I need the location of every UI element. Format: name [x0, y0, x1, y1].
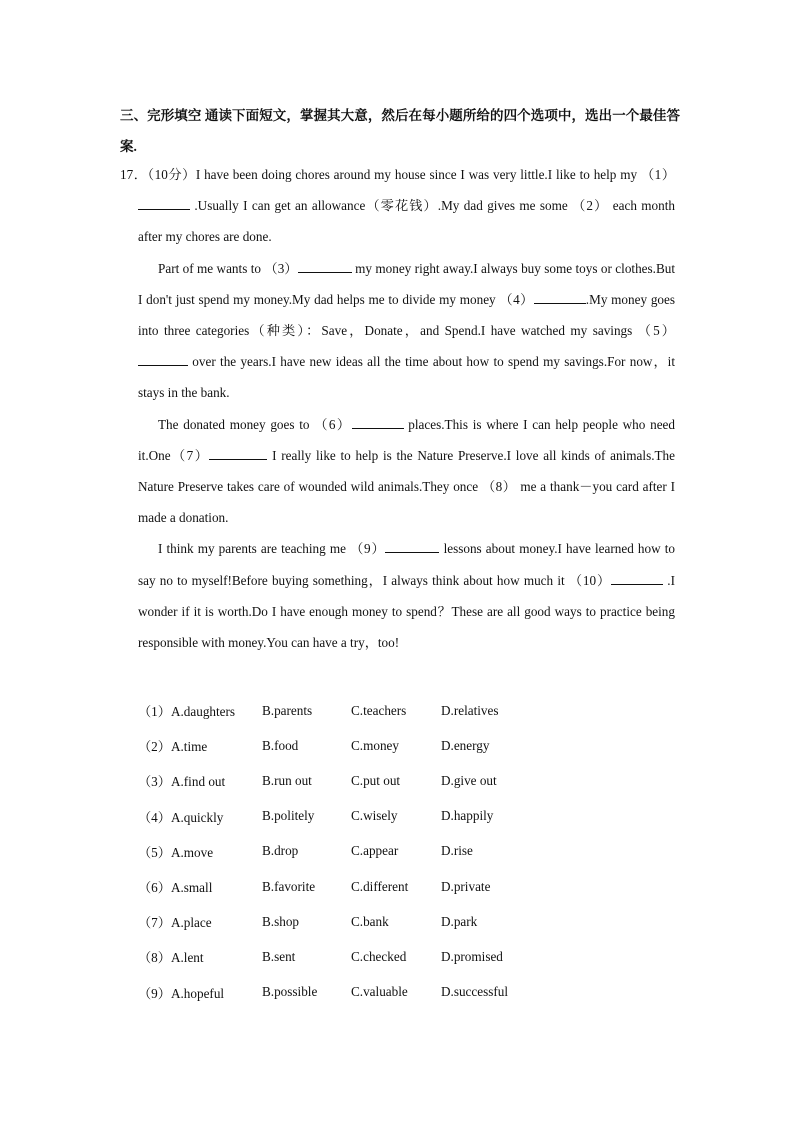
- cloze-passage: [120, 159, 675, 658]
- answer-blank-6[interactable]: [352, 416, 404, 429]
- blank-label-2: （2）: [572, 198, 609, 214]
- option-row-8: （8）A.lent B.sent C.checked D.promised: [138, 948, 503, 966]
- option-row-5: （5）A.move B.drop C.appear D.rise: [138, 843, 473, 860]
- passage-paragraph-3: The donated money goes to （6） places.This is where I can help people who need it.One（7） I really like to help is the Nature Preserve.I love all kinds of animals.The Nature Preserve takes care of wounded wild animals.They once （8） me a thank－you card after I made a donation.: [138, 416, 676, 526]
- blank-label-3: （3）: [264, 260, 298, 276]
- question-score: （10分）: [147, 167, 196, 182]
- blank-label-10: （10）: [568, 572, 612, 588]
- answer-blank-10[interactable]: [611, 572, 663, 585]
- answer-options: [138, 693, 558, 1010]
- passage-paragraph-2: Part of me wants to （3） my money right away.I always buy some toys or clothes.But I don't just spend my money.My dad helps me to divide my money （4） .My money goes into three categories（种类）：Save，Donate，and Spend.I have watched my savings （5） over the years.I have new ideas all the time about how to spend my savings.For now，it stays in the bank.: [138, 260, 676, 401]
- option-row-1: （1）A.daughters B.parents C.teachers D.relatives: [138, 702, 499, 720]
- answer-blank-3[interactable]: [298, 260, 352, 273]
- option-row-9: （9）A.hopeful B.possible C.valuable D.successful: [138, 984, 509, 1001]
- blank-label-4: （4）: [499, 291, 534, 307]
- blank-label-7: （7）: [170, 447, 210, 463]
- option-row-3: （3）A.find out B.run out C.put out D.give out: [138, 772, 497, 790]
- blank-label-6: （6）: [314, 416, 352, 432]
- option-row-2: （2）A.time B.food C.money D.energy: [138, 737, 490, 755]
- blank-label-1: （1）: [640, 167, 676, 182]
- passage-paragraph-4: I think my parents are teaching me （9） lessons about money.I have learned how to say no to myself!Before buying something，I always think about how much it （10） .I wonder if it is worth.Do I have enough money to spend？These are all good ways to practice being responsible with money.You can have a try，too!: [138, 541, 676, 651]
- blank-label-9: （9）: [350, 541, 386, 557]
- section-heading: 三、完形填空 通读下面短文，掌握其大意，然后在每小题所给的四个选项中，选出一个最佳答案.: [120, 108, 680, 154]
- answer-blank-5[interactable]: [138, 353, 188, 366]
- option-row-6: （6）A.small B.favorite C.different D.private: [138, 878, 491, 896]
- passage-paragraph-1: 17．（10分）I have been doing chores around my house since I was very little.I like to help my （1） .Usually I can get an allowance（零花钱）.My dad gives me some （2） each month after my chores are done.: [120, 167, 676, 245]
- answer-blank-9[interactable]: [385, 540, 439, 553]
- option-row-7: （7）A.place B.shop C.bank D.park: [138, 913, 478, 931]
- answer-blank-7[interactable]: [209, 447, 267, 460]
- blank-label-8: （8）: [481, 479, 517, 495]
- answer-blank-1[interactable]: [138, 197, 190, 210]
- blank-label-5: （5）: [637, 323, 675, 339]
- option-row-4: （4）A.quickly B.politely C.wisely D.happily: [138, 808, 494, 825]
- answer-blank-4[interactable]: [534, 291, 586, 304]
- question-number: 17．: [120, 167, 148, 182]
